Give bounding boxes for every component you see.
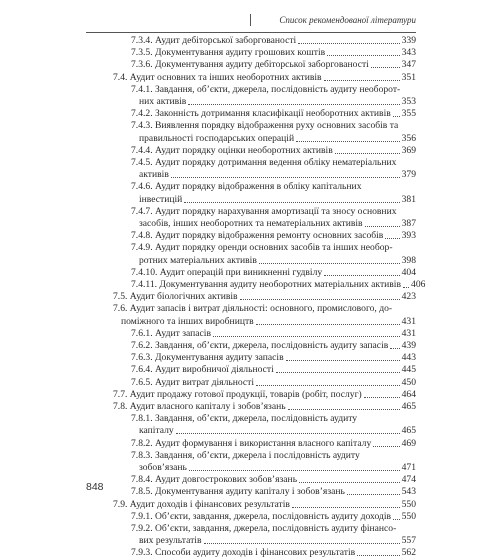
dot-leader bbox=[256, 384, 400, 386]
toc-entry bbox=[131, 364, 416, 376]
dot-leader bbox=[171, 176, 400, 178]
header-rule bbox=[86, 32, 416, 33]
dot-leader bbox=[276, 371, 400, 373]
dot-leader bbox=[213, 335, 400, 337]
toc-entry-page: 355 bbox=[401, 108, 416, 120]
toc-entry-page: 347 bbox=[401, 59, 416, 71]
toc-entry-page: 550 bbox=[401, 510, 416, 522]
toc-entry-title: 7.4.8. Аудит порядку відображення ремонту основних засобів bbox=[131, 230, 384, 242]
toc-entry-page: 464 bbox=[401, 388, 416, 400]
toc-entry-page: 469 bbox=[401, 437, 416, 449]
toc-entry bbox=[139, 535, 416, 547]
toc-entry bbox=[131, 547, 416, 559]
dot-leader bbox=[292, 506, 400, 508]
toc-entry-page: 339 bbox=[401, 35, 416, 46]
dot-leader bbox=[299, 481, 400, 483]
toc-entry-page: 450 bbox=[401, 376, 416, 388]
toc-entry bbox=[131, 108, 416, 120]
toc-entry bbox=[131, 328, 416, 340]
toc-entry bbox=[131, 59, 416, 71]
toc-entry-page: 557 bbox=[401, 535, 416, 547]
toc-entry bbox=[131, 145, 416, 157]
toc-entry bbox=[131, 474, 416, 486]
toc-entry-title: 7.9. Аудит доходів і фінансових результатів bbox=[113, 498, 290, 510]
toc-entry-title: зобов’язань bbox=[139, 462, 187, 473]
dot-leader bbox=[188, 103, 399, 105]
dot-leader bbox=[259, 262, 400, 264]
toc-entry bbox=[131, 377, 416, 389]
toc-entry-title-line: 7.8.1. Завдання, об’єкти, джерела, послідовність аудиту bbox=[131, 413, 358, 425]
toc-entry-title-line: 7.4.7. Аудит порядку нарахування амортизації та зносу основних bbox=[131, 205, 397, 217]
toc-entry-page: 439 bbox=[401, 340, 416, 351]
toc-entry-title: 7.4.4. Аудит порядку оцінки необоротних активів bbox=[131, 144, 333, 156]
toc-entry-page: 369 bbox=[401, 144, 416, 156]
dot-leader bbox=[390, 347, 399, 349]
toc-entry-page: 353 bbox=[401, 96, 416, 107]
dot-leader bbox=[364, 396, 400, 398]
toc-entry-title: 7.9.3. Способи аудиту доходів і фінансових результатів bbox=[131, 547, 356, 559]
dot-leader bbox=[288, 408, 400, 410]
dot-leader bbox=[393, 518, 400, 520]
toc-entry bbox=[131, 438, 416, 450]
dot-leader bbox=[286, 359, 400, 361]
toc-entry-title: 7.6.5. Аудит витрат діяльності bbox=[131, 376, 255, 388]
toc-entry bbox=[131, 352, 416, 364]
toc-entry-title: 7.9.1. Об’єкти, завдання, джерела, послідовність аудиту доходів bbox=[131, 510, 392, 522]
dot-leader bbox=[357, 554, 399, 556]
toc-entry-title: 7.7. Аудит продажу готової продукції, товарів (робіт, послуг) bbox=[113, 388, 362, 400]
toc-entry-title: правильності господарських операцій bbox=[139, 132, 295, 144]
toc-entry-title-line: 7.4.1. Завдання, об’єкти, джерела, послідовність аудиту необорот- bbox=[131, 83, 401, 95]
toc-entry bbox=[131, 230, 416, 242]
toc-entry bbox=[131, 279, 426, 291]
toc-entry bbox=[113, 499, 416, 511]
toc-entry-title: 7.8.5. Документування аудиту капіталу і зобов’язань bbox=[131, 486, 345, 498]
toc-entry-title: 7.5. Аудит біологічних активів bbox=[113, 291, 238, 303]
dot-leader bbox=[296, 140, 400, 142]
toc-entry bbox=[113, 389, 416, 401]
toc-entry-title: 7.4.10. Аудит операцій при виникненні гудвілу bbox=[131, 266, 323, 278]
toc-entry-page: 393 bbox=[401, 230, 416, 242]
toc-entry-title-line: 7.8.3. Завдання, об’єкти, джерела і послідовність аудиту bbox=[131, 449, 360, 461]
running-head: Список рекомендованої літератури bbox=[279, 15, 416, 25]
toc-entry-title: 7.6.4. Аудит виробничої діяльності bbox=[131, 364, 274, 376]
toc-entry-title: 7.4.2. Законність дотримання класифікації необоротних активів bbox=[131, 108, 391, 120]
toc-entry-title: поміжного та інших виробництв bbox=[121, 315, 254, 327]
toc-entry bbox=[139, 194, 416, 206]
toc-entry-page: 431 bbox=[401, 327, 416, 339]
dot-leader bbox=[176, 432, 400, 434]
toc-entry bbox=[113, 401, 416, 413]
toc-entry-page: 381 bbox=[401, 193, 416, 205]
toc-entry-page: 423 bbox=[401, 291, 416, 303]
toc-entry bbox=[113, 291, 416, 303]
toc-entry-title-line: 7.4.5. Аудит порядку дотримання ведення обліку нематеріальних bbox=[131, 157, 397, 168]
toc-entry bbox=[131, 35, 416, 47]
toc-entry-title: 7.6.3. Документування аудиту запасів bbox=[131, 352, 284, 364]
toc-entry bbox=[139, 169, 416, 181]
dot-leader bbox=[371, 66, 400, 68]
toc-entry-title-line: 7.9.2. Об’єкти, завдання, джерела, послідовність аудиту фінансо- bbox=[131, 523, 397, 534]
toc-entry bbox=[139, 462, 416, 474]
dot-leader bbox=[204, 542, 400, 544]
toc-entry-title: ротних матеріальних активів bbox=[139, 254, 257, 266]
toc-entry-title: 7.8. Аудит власного капіталу і зобов’язань bbox=[113, 401, 286, 412]
toc-entry-title: 7.3.6. Документування аудиту дебіторської заборгованості bbox=[131, 59, 369, 71]
toc-entry-page: 404 bbox=[401, 266, 416, 278]
toc-entry-title: активів bbox=[139, 169, 169, 181]
toc-entry bbox=[131, 267, 416, 279]
toc-entry-page: 471 bbox=[401, 462, 416, 473]
toc-entry-title: них активів bbox=[139, 96, 187, 107]
toc-entry-title: 7.3.4. Аудит дебіторської заборгованості bbox=[131, 35, 297, 46]
dot-leader bbox=[393, 115, 400, 117]
toc-entry-page: 351 bbox=[401, 71, 416, 83]
toc-entry-title: 7.8.2. Аудит формування і використання власного капіталу bbox=[131, 437, 372, 449]
toc-entry-page: 445 bbox=[401, 364, 416, 376]
toc-entry-title: 7.4.11. Документування аудиту необоротних матеріальних активів bbox=[131, 279, 402, 290]
dot-leader bbox=[324, 274, 399, 276]
toc-entry bbox=[139, 255, 416, 267]
toc-entry-page: 398 bbox=[401, 254, 416, 266]
toc-entry bbox=[139, 96, 416, 108]
dot-leader bbox=[184, 201, 399, 203]
dot-leader bbox=[324, 79, 400, 81]
toc-entry bbox=[139, 133, 416, 145]
toc-entry-title: 7.4. Аудит основних та інших необоротних активів bbox=[113, 71, 322, 83]
dot-leader bbox=[298, 42, 399, 44]
dot-leader bbox=[240, 298, 400, 300]
toc-entry-page: 465 bbox=[401, 401, 416, 412]
toc-entry-page: 356 bbox=[401, 132, 416, 144]
toc-entry bbox=[113, 72, 416, 84]
toc-entry-page: 550 bbox=[401, 498, 416, 510]
toc-entry bbox=[139, 425, 416, 437]
dot-leader bbox=[256, 323, 400, 325]
toc-entry bbox=[131, 340, 416, 352]
toc-entry-title-line: 7.4.6. Аудит порядку відображення в обліку капітальних bbox=[131, 181, 362, 193]
toc-entry bbox=[139, 218, 416, 230]
dot-leader bbox=[385, 237, 399, 239]
toc-entry-page: 387 bbox=[401, 218, 416, 229]
toc-entry-title: 7.3.5. Документування аудиту грошових коштів bbox=[131, 47, 326, 59]
dot-leader bbox=[189, 469, 400, 471]
toc-entry-page: 474 bbox=[401, 474, 416, 486]
toc-entry-title: засобів, інших необоротних та нематеріальних активів bbox=[139, 218, 363, 229]
toc-entry-page: 465 bbox=[401, 425, 416, 437]
dot-leader bbox=[403, 286, 409, 288]
dot-leader bbox=[373, 445, 399, 447]
dot-leader bbox=[335, 152, 400, 154]
toc-entry-title: вих результатів bbox=[139, 535, 202, 547]
toc-entry-title-line: 7.6. Аудит запасів і витрат діяльності: основного, промислового, до- bbox=[113, 303, 393, 315]
toc-entry-page: 562 bbox=[401, 547, 416, 559]
toc-entry-title-line: 7.4.9. Аудит порядку оренди основних засобів та інших необор- bbox=[131, 242, 393, 254]
toc-entry bbox=[131, 47, 416, 59]
toc-entry-title: 7.6.2. Завдання, об’єкти, джерела, послідовність аудиту запасів bbox=[131, 340, 389, 351]
dot-leader bbox=[365, 225, 400, 227]
page-number: 848 bbox=[86, 481, 104, 493]
toc-entry-page: 443 bbox=[401, 352, 416, 364]
toc-entry-title-line: 7.4.3. Виявлення порядку відображення руху основних засобів та bbox=[131, 120, 399, 132]
toc-entry-title: 7.8.4. Аудит довгострокових зобов’язань bbox=[131, 474, 298, 486]
toc-entry-page: 406 bbox=[411, 279, 426, 290]
toc-entry bbox=[131, 486, 416, 498]
dot-leader bbox=[347, 493, 400, 495]
toc-entry bbox=[121, 316, 416, 328]
toc-entry bbox=[131, 511, 416, 523]
dot-leader bbox=[327, 54, 399, 56]
toc-entry-title: капіталу bbox=[139, 425, 174, 437]
toc-entry-title: 7.6.1. Аудит запасів bbox=[131, 327, 212, 339]
toc-entry-page: 343 bbox=[401, 47, 416, 59]
toc-entry-page: 431 bbox=[401, 315, 416, 327]
toc-entry-page: 379 bbox=[401, 169, 416, 181]
toc-entry-page: 543 bbox=[401, 486, 416, 498]
toc-entry-title: інвестицій bbox=[139, 193, 183, 205]
